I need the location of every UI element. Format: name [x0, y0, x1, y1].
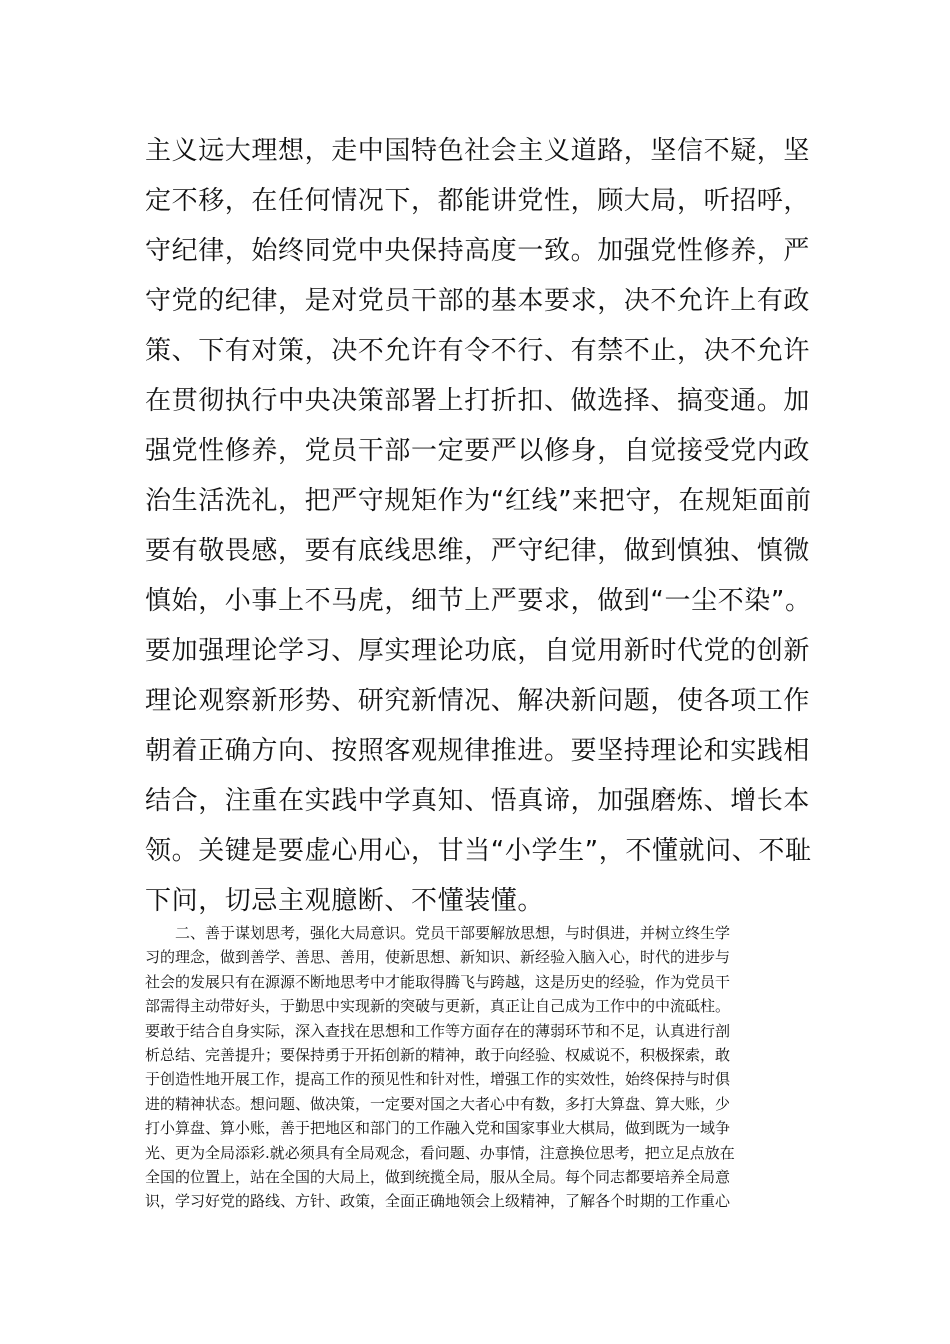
- text-line: 识，学习好党的路线、方针、政策，全面正确地领会上级精神，了解各个时期的工作重心: [145, 1192, 731, 1211]
- text-line: 定不移，在任何情况下，都能讲党性，顾大局，听招呼，: [145, 186, 811, 216]
- text-line: 领。关键是要虚心用心，甘当“小学生”，不懂就问、不耻: [145, 836, 812, 866]
- text-line: 结合，注重在实践中学真知、悟真谛，加强磨炼、增长本: [145, 786, 811, 816]
- text-line: 强党性修养，党员干部一定要严以修身，自觉接受党内政: [145, 436, 811, 466]
- large-text-paragraph: [145, 126, 815, 926]
- text-line: 析总结、完善提升；要保持勇于开拓创新的精神，敢于向经验、权威说不，积极探索，敢: [145, 1045, 731, 1064]
- text-line: 进的精神状态。想问题、做决策，一定要对国之大者心中有数，多打大算盘、算大账，少: [145, 1094, 731, 1113]
- text-line: 在贯彻执行中央决策部署上打折扣、做选择、搞变通。加: [145, 386, 811, 416]
- text-line: 于创造性地开展工作，提高工作的预见性和针对性，增强工作的实效性，始终保持与时俱: [145, 1070, 731, 1089]
- text-line: 要加强理论学习、厚实理论功底，自觉用新时代党的创新: [145, 636, 811, 666]
- text-line: 全国的位置上，站在全国的大局上，做到统揽全局，服从全局。每个同志都要培养全局意: [145, 1167, 731, 1186]
- text-line: 打小算盘、算小账，善于把地区和部门的工作融入党和国家事业大棋局，做到既为一域争: [145, 1119, 731, 1138]
- text-line: 要敢于结合自身实际，深入查找在思想和工作等方面存在的薄弱环节和不足，认真进行剖: [145, 1021, 731, 1040]
- text-line: 守党的纪律，是对党员干部的基本要求，决不允许上有政: [145, 286, 811, 316]
- text-line: 策、下有对策，决不允许有令不行、有禁不止，决不允许: [145, 336, 811, 366]
- text-line: 习的理念，做到善学、善思、善用，使新思想、新知识、新经验入脑入心，时代的进步与: [145, 948, 731, 967]
- text-line: 主义远大理想，走中国特色社会主义道路，坚信不疑，坚: [145, 136, 811, 166]
- text-line: 光、更为全局添彩.就必须具有全局观念，看问题、办事情，注意换位思考，把立足点放在: [145, 1143, 735, 1162]
- text-line: 慎始，小事上不马虎，细节上严要求，做到“一尘不染”。: [145, 586, 812, 616]
- text-line: 治生活洗礼，把严守规矩作为“红线”来把守，在规矩面前: [145, 486, 812, 516]
- text-line: 要有敬畏感，要有底线思维，严守纪律，做到慎独、慎微: [145, 536, 811, 566]
- text-line: 朝着正确方向、按照客观规律推进。要坚持理论和实践相: [145, 736, 811, 766]
- text-line: 社会的发展只有在源源不断地思考中才能取得腾飞与跨越，这是历史的经验，作为党员干: [145, 972, 731, 991]
- text-line: 部需得主动带好头，于勤思中实现新的突破与更新，真正让自己成为工作中的中流砥柱。: [145, 997, 731, 1016]
- text-line: 二、善于谋划思考，强化大局意识。党员干部要解放思想，与时俱进，并树立终生学: [175, 924, 731, 942]
- text-line: 下问，切忌主观臆断、不懂装懂。: [145, 886, 545, 916]
- text-line: 守纪律，始终同党中央保持高度一致。加强党性修养，严: [145, 236, 811, 266]
- text-line: 理论观察新形势、研究新情况、解决新问题，使各项工作: [145, 686, 811, 716]
- small-text-paragraph: [145, 921, 810, 1214]
